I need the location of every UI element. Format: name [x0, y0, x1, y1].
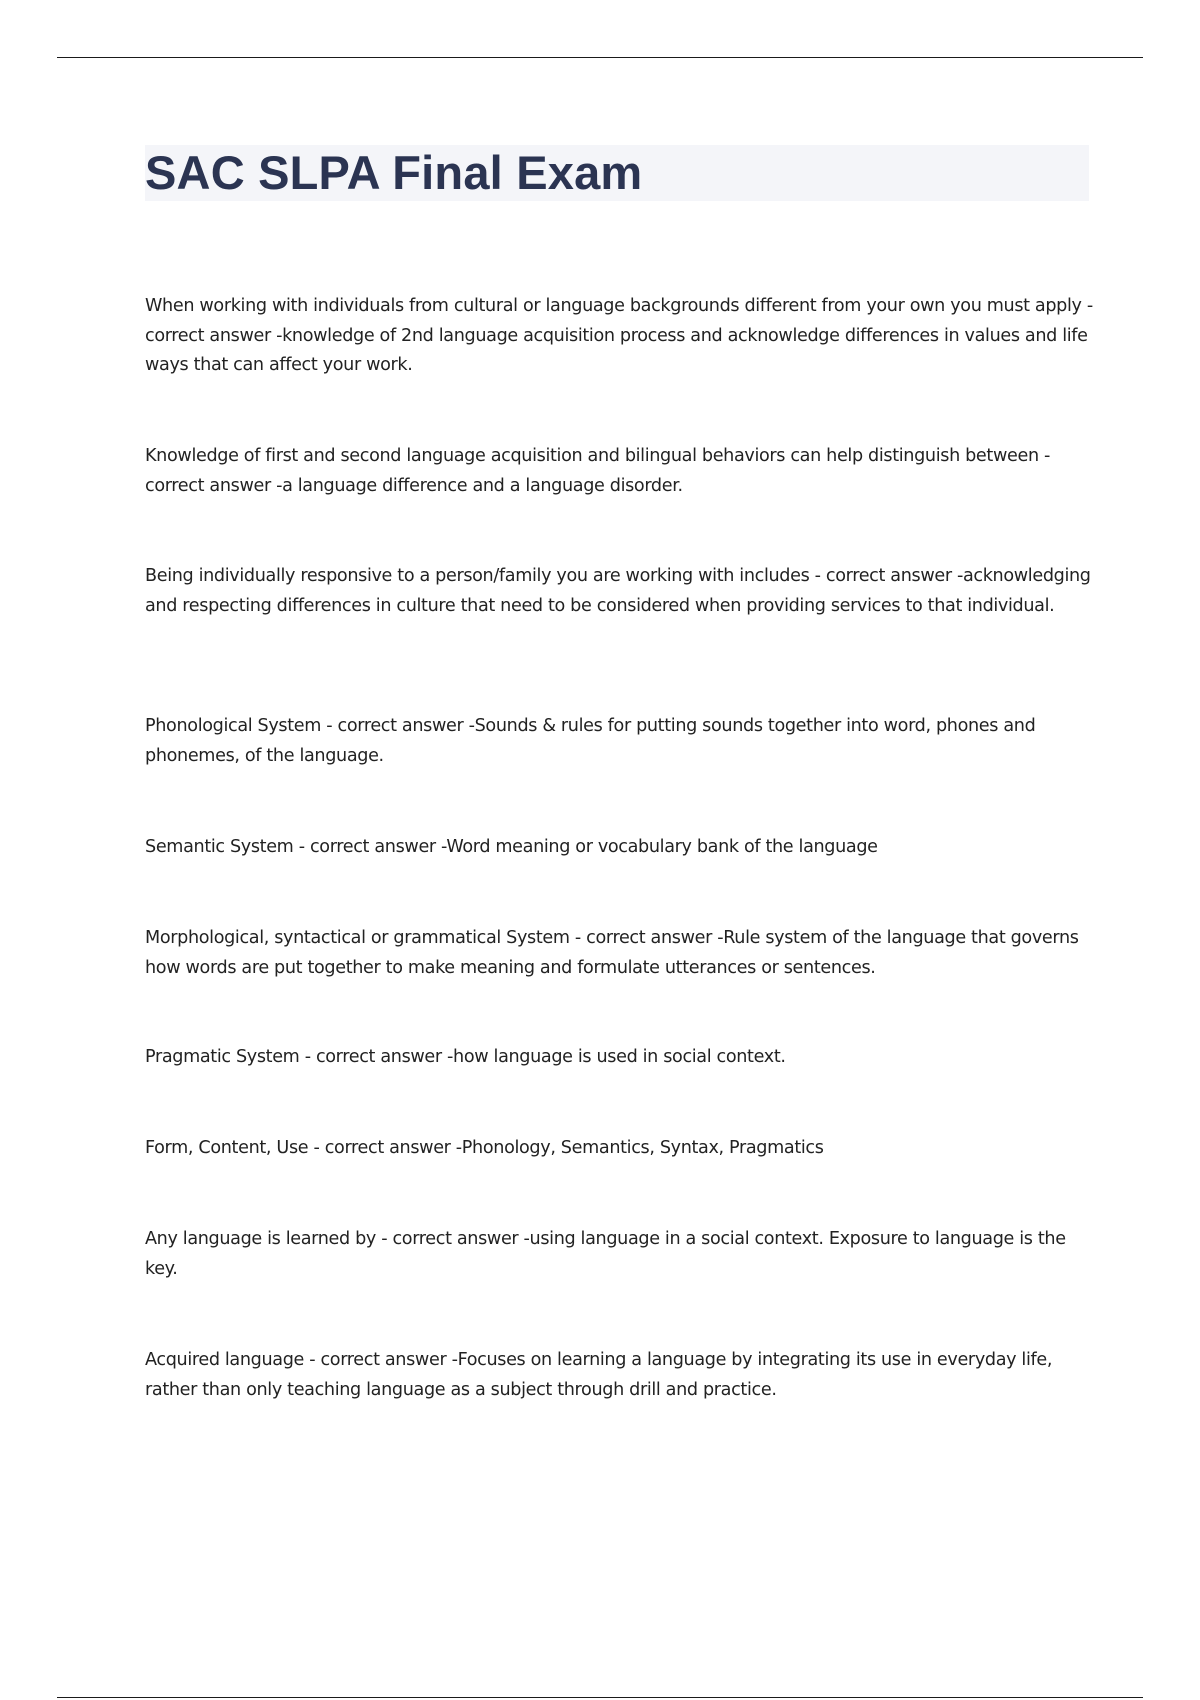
- qa-item-10: Acquired language - correct answer -Focuses on learning a language by integrating its use in everyday life, rather than only teaching language as a subject through drill and practice.: [145, 1350, 1053, 1400]
- page-title: SAC SLPA Final Exam: [145, 146, 643, 199]
- qa-item-3: Being individually responsive to a person/family you are working with includes - correct answer -acknowledging and respecting differences in culture that need to be considered when providing services to that individual.: [145, 566, 1091, 616]
- qa-list: [145, 292, 1095, 1436]
- qa-item-2: Knowledge of first and second language acquisition and bilingual behaviors can help distinguish between - correct answer -a language difference and a language disorder.: [145, 446, 1050, 496]
- qa-item-7: Pragmatic System - correct answer -how language is used in social context.: [145, 1047, 786, 1067]
- qa-item-4: Phonological System - correct answer -Sounds & rules for putting sounds together into word, phones and phonemes, of the language.: [145, 716, 1036, 766]
- qa-item-9: Any language is learned by - correct answer -using language in a social context. Exposure to language is the key.: [145, 1229, 1066, 1279]
- top-rule: [57, 57, 1143, 58]
- qa-item-1: When working with individuals from cultural or language backgrounds different from your own you must apply - correct answer -knowledge of 2nd language acquisition process and acknowledge differences in values and life ways that can affect your work.: [145, 296, 1093, 375]
- qa-item-5: Semantic System - correct answer -Word meaning or vocabulary bank of the language: [145, 837, 878, 857]
- bottom-rule: [57, 1697, 1143, 1698]
- qa-item-8: Form, Content, Use - correct answer -Phonology, Semantics, Syntax, Pragmatics: [145, 1138, 824, 1158]
- qa-item-6: Morphological, syntactical or grammatical System - correct answer -Rule system of the language that governs how words are put together to make meaning and formulate utterances or sentences.: [145, 928, 1079, 978]
